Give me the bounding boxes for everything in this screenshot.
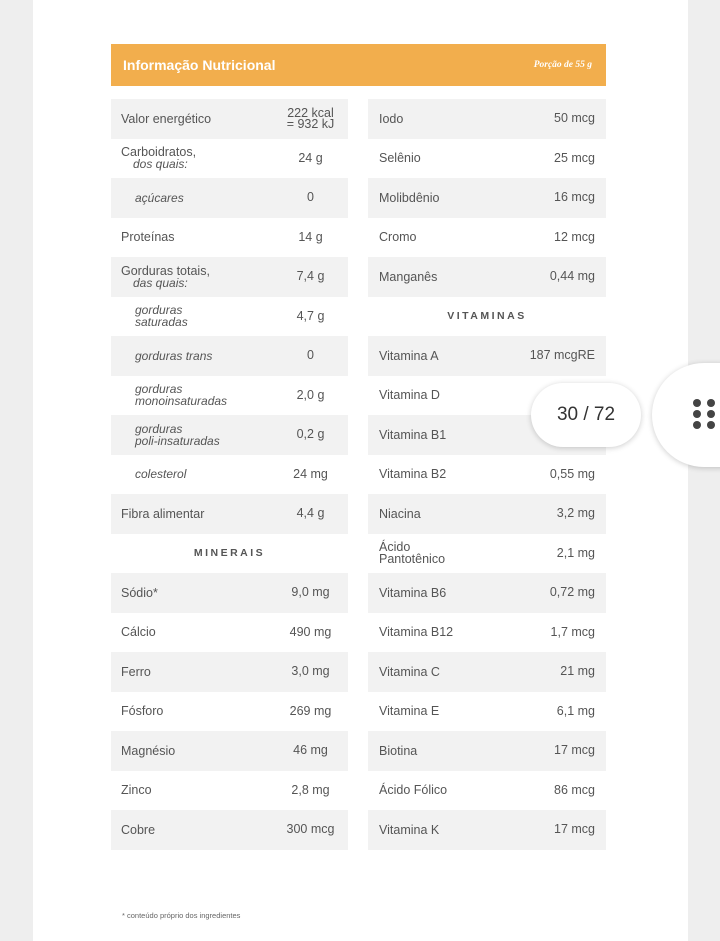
- table-row: Ácido Pantotênico 2,1 mg: [379, 540, 595, 567]
- table-row: Ácido Fólico 86 mcg: [379, 782, 595, 798]
- table-row: Iodo 50 mcg: [368, 99, 606, 139]
- table-row: Vitamina B1: [368, 415, 606, 455]
- table-row: Vitamina E 6,1 mg: [379, 703, 595, 719]
- table-row: gorduras saturadas 4,7 g: [135, 303, 325, 330]
- footnote: * conteúdo próprio dos ingredientes: [122, 911, 241, 920]
- table-row: Zinco 2,8 mg: [121, 782, 330, 798]
- section-heading-minerals: MINERAIS: [193, 547, 266, 560]
- table-row: Valor energético 222 kcal = 932 kJ: [111, 99, 348, 139]
- table-row: Vitamina B6 0,72 mg: [368, 573, 606, 613]
- table-row: Selênio 25 mcg: [379, 150, 595, 166]
- table-row: Cálcio 490 mg: [121, 624, 332, 640]
- nutrients-left-column: [111, 99, 348, 850]
- table-row: Vitamina C 21 mg: [368, 652, 606, 692]
- table-row: Magnésio 46 mg: [111, 731, 348, 771]
- table-row: colesterol 24 mg: [135, 466, 328, 482]
- table-row: Biotina 17 mcg: [368, 731, 606, 771]
- table-row: Vitamina B2 0,55 mg: [379, 466, 595, 482]
- table-row: Fibra alimentar 4,4 g: [111, 494, 348, 534]
- table-row: Vitamina D: [379, 388, 440, 403]
- table-row: Proteínas 14 g: [121, 229, 323, 245]
- table-row: Sódio* 9,0 mg: [111, 573, 348, 613]
- grid-dots-icon: [693, 399, 717, 433]
- table-row: Vitamina A 187 mcgRE: [368, 336, 606, 376]
- table-row: Vitamina K 17 mcg: [368, 810, 606, 850]
- table-row: gorduras poli-insaturadas 0,2 g: [111, 415, 348, 455]
- table-row: Ferro 3,0 mg: [111, 652, 348, 692]
- table-row: Carboidratos, dos quais: 24 g: [121, 145, 323, 172]
- table-title: Informação Nutricional: [123, 57, 276, 73]
- table-row: gorduras monoinsaturadas 2,0 g: [135, 382, 325, 409]
- table-row: Niacina 3,2 mg: [368, 494, 606, 534]
- page-indicator[interactable]: 30 / 72: [531, 383, 641, 447]
- table-row: Vitamina B12 1,7 mcg: [379, 624, 595, 640]
- portion-size: Porção de 55 g: [533, 60, 592, 70]
- table-row: Fósforo 269 mg: [121, 703, 332, 719]
- table-row: gorduras trans 0: [111, 336, 348, 376]
- table-row: Molibdênio 16 mcg: [368, 178, 606, 218]
- table-row: açúcares 0: [111, 178, 348, 218]
- table-row: Gorduras totais, das quais: 7,4 g: [111, 257, 348, 297]
- table-row: Manganês 0,44 mg: [368, 257, 606, 297]
- nutrients-right-column: [368, 99, 606, 850]
- table-row: Cobre 300 mcg: [111, 810, 348, 850]
- section-heading-vitamins: VITAMINAS: [447, 310, 527, 323]
- table-row: Cromo 12 mcg: [379, 229, 595, 245]
- table-header: [111, 44, 606, 86]
